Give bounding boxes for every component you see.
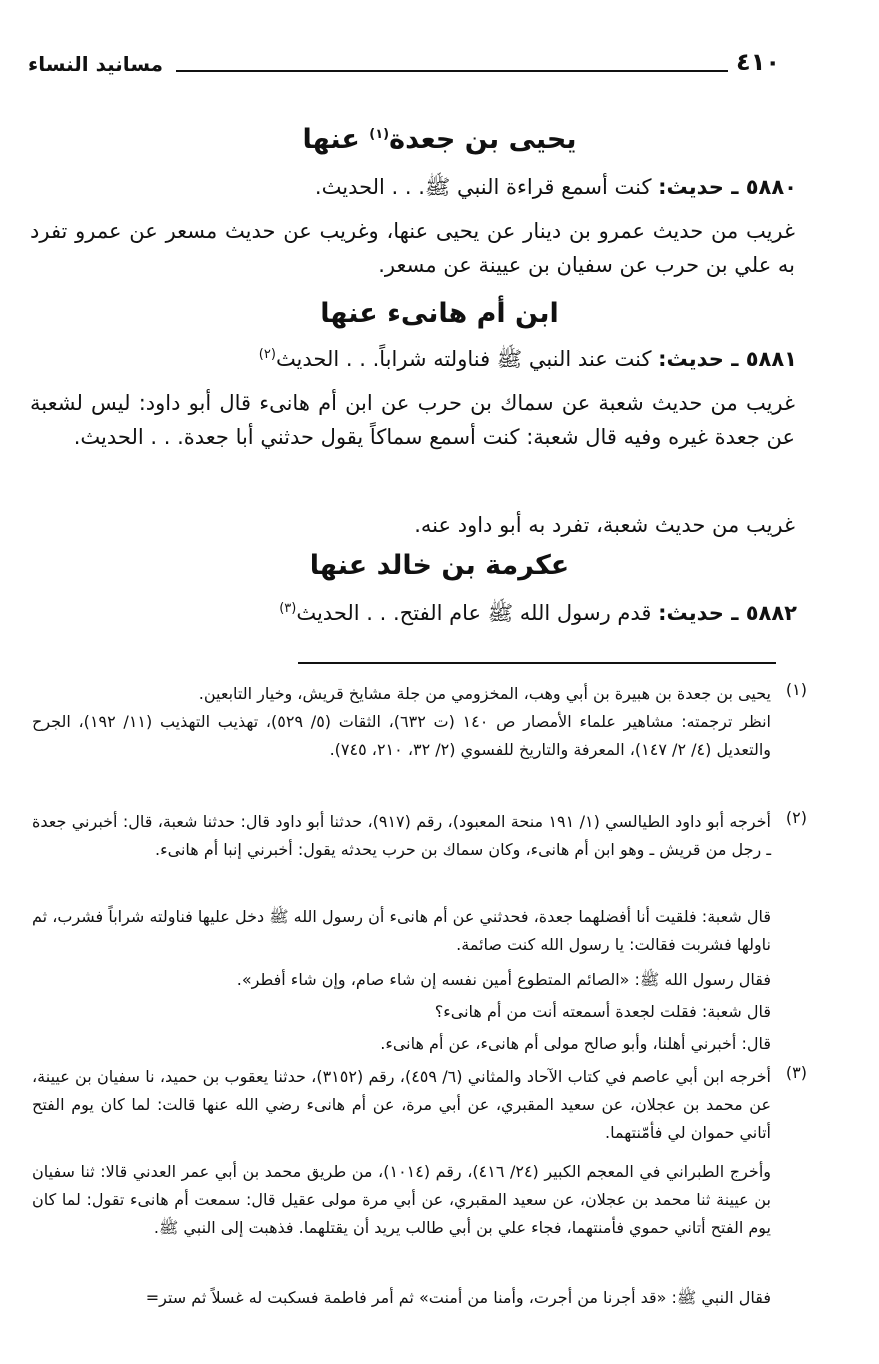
footnote-line: قال: أخبرني أهلنا، وأبو صالح مولى أم هانىء، عن أم هانىء. [380, 1034, 771, 1053]
heading-suffix: عنها [302, 124, 370, 155]
hadith-number: ٥٨٨٠ ـ حديث: [658, 175, 797, 199]
section-heading: عكرمة بن خالد عنها [309, 550, 570, 581]
footnote-ref: (٢) [258, 347, 276, 362]
section-heading [0, 124, 879, 155]
footnote-number: (٢) [785, 808, 807, 827]
footnote-number: (١) [785, 680, 807, 699]
page-header [28, 48, 780, 88]
footnote-line: فقال النبي ﷺ: «قد أجرنا من أجرت، وأمنا من أمنت» ثم أمر فاطمة فسكبت له غسلاً ثم ستر= [145, 1288, 771, 1307]
hadith-number: ٥٨٨١ ـ حديث: [658, 347, 797, 371]
hadith-text: قدم رسول الله ﷺ عام الفتح. . . الحديث [296, 601, 659, 625]
running-title: مسانيد النساء [28, 52, 164, 76]
footnote-line: انظر ترجمته: مشاهير علماء الأمصار ص ١٤٠ (ت ٦٣٢)، الثقات (٥/ ٥٢٩)، تهذيب التهذيب (١١/ ١٩٢)، الجرح والتعديل (٤/ ٢/ ١٤٧)، المعرفة والتاريخ للفسوي (٢/ ٣٢، ٢١٠، ٧٤٥). [32, 712, 771, 759]
commentary-paragraph: غريب من حديث شعبة، تفرد به أبو داود عنه. [414, 513, 795, 537]
heading-text: يحيى بن جعدة [389, 124, 577, 155]
header-rule [176, 70, 728, 72]
commentary-paragraph: غريب من حديث شعبة عن سماك بن حرب عن ابن أم هانىء قال أبو داود: ليس لشعبة عن جعدة غيره وفيه قال شعبة: كنت أسمع سماكاً يقول حدثني أبا جعدة. . . الحديث. [30, 391, 795, 449]
footnote-line: فقال رسول الله ﷺ: «الصائم المتطوع أمين نفسه إن شاء صام، وإن شاء أفطر». [236, 970, 771, 989]
footnote-line: قال شعبة: فقلت لجعدة أسمعته أنت من أم هانىء؟ [434, 1002, 771, 1021]
hadith-text: كنت عند النبي ﷺ فناولته شراباً. . . الحديث [275, 347, 659, 371]
commentary-paragraph: غريب من حديث عمرو بن دينار عن يحيى عنها، وغريب عن حديث مسعر عن عمرو تفرد به علي بن حرب عن سفيان بن عيينة عن مسعر. [30, 219, 795, 277]
page-number: ٤١٠ [736, 48, 780, 76]
section-heading: ابن أم هانىء عنها [320, 298, 559, 329]
hadith-text: كنت أسمع قراءة النبي ﷺ. . . الحديث. [314, 175, 659, 199]
hadith-number: ٥٨٨٢ ـ حديث: [658, 601, 797, 625]
footnote-ref: (١) [369, 127, 390, 142]
hadith-entry [40, 346, 797, 377]
footnote-line: أخرجه أبو داود الطيالسي (١/ ١٩١ منحة المعبود)، رقم (٩١٧)، حدثنا أبو داود قال: حدثنا شعبة، قال: أخبرني جعدة ـ رجل من قريش ـ وهو ابن أم هانىء، وكان سماك بن حرب يحدثه يقول: أخبرني إنبا أم هانىء. [32, 812, 771, 859]
footnote-separator [298, 662, 776, 664]
footnote-line: وأخرج الطبراني في المعجم الكبير (٢٤/ ٤١٦)، رقم (١٠١٤)، من طريق محمد بن أبي عمر العدني قالا: ثنا سفيان بن عيينة ثنا محمد بن عجلان، عن سعيد المقبري، عن أبي مرة مولى عقيل قال: سمعت أم هانىء تقول: لما كان يوم الفتح أتاني حموي فأمنتهما، فجاء علي بن أبي طالب يريد أن يقتلهما. فذهبت إلى النبي ﷺ. [32, 1162, 771, 1237]
footnote-ref: (٣) [279, 601, 297, 616]
footnote-line: يحيى بن جعدة بن هبيرة بن أبي وهب، المخزومي من جلة مشايخ قريش، وخيار التابعين. [198, 684, 771, 703]
hadith-entry [40, 174, 797, 205]
hadith-entry [40, 600, 797, 631]
footnote-line: أخرجه ابن أبي عاصم في كتاب الآحاد والمثاني (٦/ ٤٥٩)، رقم (٣١٥٢)، حدثنا يعقوب بن حميد، نا سفيان بن عيينة، عن محمد بن عجلان، عن سعيد المقبري، عن أبي مرة، عن أم هانىء رضي الله عنها قالت: لما كان يوم الفتح أتاني حموان لي فأمّنتهما. [32, 1067, 772, 1142]
footnote-line: قال شعبة: فلقيت أنا أفضلهما جعدة، فحدثني عن أم هانىء أن رسول الله ﷺ دخل عليها فناولته شراباً فشرب، ثم ناولها فشربت فقالت: يا رسول الله كنت صائمة. [32, 907, 771, 954]
footnote-number: (٣) [785, 1063, 807, 1082]
